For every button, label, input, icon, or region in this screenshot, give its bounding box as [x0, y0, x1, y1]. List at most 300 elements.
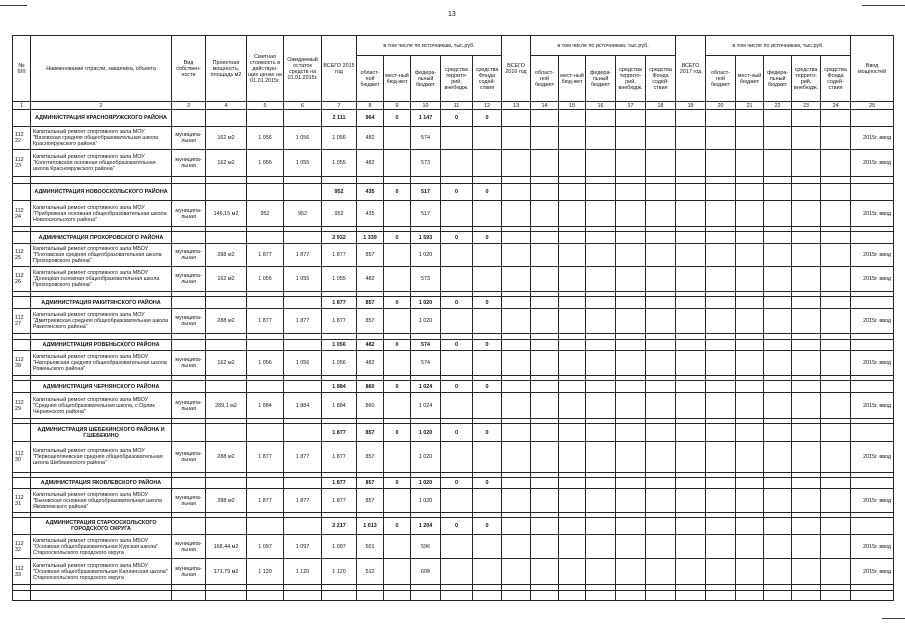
row-number-sub: 27: [15, 321, 21, 327]
empty-cell: [676, 267, 706, 292]
regional-budget-2015: 857: [357, 244, 384, 267]
empty-cell: [502, 150, 531, 177]
row-number: [13, 393, 31, 419]
section-regional-budget-2015: 857: [357, 424, 384, 442]
empty-cell: [764, 559, 792, 585]
object-row: [13, 267, 894, 292]
row-number-sub: 28: [15, 363, 21, 369]
empty-cell: [172, 518, 206, 535]
estimated-cost: 1 056: [247, 351, 284, 376]
section-total-2015: 1 877: [322, 297, 357, 309]
total-2015: 1 055: [322, 267, 357, 292]
empty-cell: [616, 489, 646, 513]
local-budget-2015: [384, 442, 411, 473]
empty-cell: [676, 177, 706, 184]
empty-cell: [764, 127, 792, 150]
object-row: [13, 201, 894, 227]
empty-cell: [586, 184, 616, 201]
empty-cell: [792, 184, 821, 201]
object-row: [13, 127, 894, 150]
section-total-2015: 1 056: [322, 340, 357, 351]
object-name: Капитальный ремонт спортивного зала МОУ "Дмитриевская средняя общеобразовательная школа Ракитянского района": [31, 309, 172, 334]
empty-cell: [646, 150, 676, 177]
empty-cell: [473, 442, 502, 473]
empty-cell: [531, 591, 559, 601]
empty-cell: [559, 232, 586, 244]
empty-cell: [502, 309, 531, 334]
row-number-main: 112: [15, 207, 24, 214]
column-number: 16: [586, 102, 616, 110]
empty-cell: [616, 424, 646, 442]
header-total-2016: ВСЕГО 2016 год: [502, 36, 531, 102]
empty-cell: [502, 232, 531, 244]
empty-cell: [706, 489, 736, 513]
empty-cell: [792, 309, 821, 334]
empty-cell: [821, 591, 851, 601]
commissioning: 2015г. ввод: [851, 150, 894, 177]
empty-cell: [676, 309, 706, 334]
empty-cell: [821, 297, 851, 309]
empty-cell: [172, 110, 206, 127]
empty-cell: [586, 297, 616, 309]
empty-cell: [247, 340, 284, 351]
empty-cell: [736, 518, 764, 535]
empty-cell: [792, 232, 821, 244]
empty-cell: [736, 559, 764, 585]
row-number: [13, 150, 31, 177]
empty-cell: [676, 201, 706, 227]
object-name: Капитальный ремонт спортивного зала МБОУ "Донецкая основная общеобразовательная школа Прохоровского района": [31, 267, 172, 292]
empty-cell: [736, 267, 764, 292]
empty-cell: [531, 177, 559, 184]
empty-cell: [13, 591, 31, 601]
object-name: Капитальный ремонт спортивного зала МБОУ "Быковская основная общеобразовательная школа Яковлевского района": [31, 489, 172, 513]
row-number-sub: 23: [15, 163, 21, 169]
empty-cell: [764, 489, 792, 513]
ownership-type: муниципа-льная: [172, 267, 206, 292]
empty-cell: [706, 478, 736, 489]
estimated-cost: 1 097: [247, 535, 284, 559]
column-number: 15: [559, 102, 586, 110]
empty-cell: [531, 309, 559, 334]
column-number: 8: [357, 102, 384, 110]
empty-cell: [821, 244, 851, 267]
section-title: АДМИНИСТРАЦИЯ НОВООСКОЛЬСКОГО РАЙОНА: [31, 184, 172, 201]
empty-cell: [676, 297, 706, 309]
empty-cell: [502, 244, 531, 267]
spacer-row: [13, 177, 894, 184]
empty-cell: [502, 110, 531, 127]
empty-cell: [676, 518, 706, 535]
section-territory-funds-2015: 0: [441, 424, 473, 442]
empty-cell: [13, 424, 31, 442]
regional-budget-2015: 482: [357, 351, 384, 376]
section-regional-budget-2015: 1 339: [357, 232, 384, 244]
object-name: Капитальный ремонт спортивного зала МБОУ "Основная общеобразовательная Каплинская школа" Старооскольского городского округа: [31, 559, 172, 585]
section-row: [13, 232, 894, 244]
empty-cell: [531, 381, 559, 393]
empty-cell: [821, 351, 851, 376]
section-title: АДМИНИСТРАЦИЯ ШЕБЕКИНСКОГО РАЙОНА И Г.ШЕБЕКИНО: [31, 424, 172, 442]
empty-cell: [676, 110, 706, 127]
empty-cell: [764, 591, 792, 601]
empty-cell: [821, 393, 851, 419]
empty-cell: [284, 478, 322, 489]
section-fund-assistance-2015: 0: [473, 478, 502, 489]
total-2015: 1 055: [322, 150, 357, 177]
empty-cell: [736, 340, 764, 351]
section-federal-budget-2015: 1 020: [411, 478, 441, 489]
empty-cell: [736, 535, 764, 559]
empty-cell: [646, 381, 676, 393]
empty-cell: [646, 267, 676, 292]
empty-cell: [706, 127, 736, 150]
empty-cell: [764, 340, 792, 351]
section-fund-assistance-2015: 0: [473, 340, 502, 351]
empty-cell: [247, 110, 284, 127]
object-row: [13, 309, 894, 334]
empty-cell: [247, 518, 284, 535]
empty-cell: [764, 478, 792, 489]
empty-cell: [531, 150, 559, 177]
empty-cell: [706, 424, 736, 442]
column-number: 9: [384, 102, 411, 110]
empty-cell: [646, 518, 676, 535]
section-regional-budget-2015: 482: [357, 340, 384, 351]
ownership-type: муниципа-льная: [172, 559, 206, 585]
empty-cell: [646, 184, 676, 201]
empty-cell: [706, 244, 736, 267]
empty-cell: [851, 591, 894, 601]
empty-cell: [559, 351, 586, 376]
empty-cell: [559, 518, 586, 535]
empty-cell: [792, 442, 821, 473]
empty-cell: [736, 424, 764, 442]
empty-cell: [559, 184, 586, 201]
column-number: 11: [441, 102, 473, 110]
section-regional-budget-2015: 964: [357, 110, 384, 127]
empty-cell: [646, 442, 676, 473]
regional-budget-2015: 482: [357, 150, 384, 177]
empty-cell: [676, 442, 706, 473]
design-capacity: 289,1 м2: [206, 393, 247, 419]
empty-cell: [792, 393, 821, 419]
empty-cell: [441, 267, 473, 292]
estimated-cost: 1 877: [247, 489, 284, 513]
empty-cell: [821, 150, 851, 177]
empty-cell: [792, 150, 821, 177]
empty-cell: [736, 351, 764, 376]
federal-budget-2015: 596: [411, 535, 441, 559]
ownership-type: муниципа-льная: [172, 244, 206, 267]
empty-cell: [502, 518, 531, 535]
empty-cell: [821, 340, 851, 351]
section-fund-assistance-2015: 0: [473, 381, 502, 393]
commissioning: 2015г. ввод: [851, 201, 894, 227]
empty-cell: [764, 244, 792, 267]
empty-cell: [531, 518, 559, 535]
section-local-budget-2015: 0: [384, 184, 411, 201]
empty-cell: [559, 244, 586, 267]
empty-cell: [559, 424, 586, 442]
total-2015: 1 056: [322, 127, 357, 150]
empty-cell: [764, 393, 792, 419]
empty-cell: [502, 177, 531, 184]
expected-remainder: 1 877: [284, 489, 322, 513]
scan-edge-line: [0, 5, 27, 6]
empty-cell: [586, 535, 616, 559]
empty-cell: [616, 535, 646, 559]
empty-cell: [13, 177, 31, 184]
column-number: 17: [616, 102, 646, 110]
empty-cell: [646, 591, 676, 601]
empty-cell: [411, 591, 441, 601]
empty-cell: [821, 478, 851, 489]
empty-cell: [736, 297, 764, 309]
empty-cell: [502, 297, 531, 309]
empty-cell: [616, 381, 646, 393]
column-number: 19: [676, 102, 706, 110]
empty-cell: [357, 591, 384, 601]
empty-cell: [531, 244, 559, 267]
row-number-sub: 26: [15, 279, 21, 285]
empty-cell: [502, 351, 531, 376]
commissioning: 2015г. ввод: [851, 127, 894, 150]
empty-cell: [706, 309, 736, 334]
commissioning: 2015г. ввод: [851, 309, 894, 334]
empty-cell: [531, 351, 559, 376]
design-capacity: 146,15 м2: [206, 201, 247, 227]
empty-cell: [441, 244, 473, 267]
empty-cell: [676, 393, 706, 419]
header-row-number: № п/п: [13, 36, 31, 102]
empty-cell: [473, 267, 502, 292]
section-row: [13, 478, 894, 489]
empty-cell: [646, 478, 676, 489]
local-budget-2015: [384, 127, 411, 150]
empty-cell: [559, 381, 586, 393]
total-2015: 1 877: [322, 489, 357, 513]
empty-cell: [646, 309, 676, 334]
empty-cell: [736, 244, 764, 267]
empty-cell: [13, 297, 31, 309]
regional-budget-2015: 512: [357, 559, 384, 585]
section-regional-budget-2015: 857: [357, 297, 384, 309]
header-sources-group-2016: в том числе по источникам, тыс.руб.: [531, 36, 676, 56]
header-total-2017: ВСЕГО 2017 год: [676, 36, 706, 102]
empty-cell: [586, 559, 616, 585]
empty-cell: [172, 297, 206, 309]
empty-cell: [559, 201, 586, 227]
empty-cell: [284, 184, 322, 201]
empty-cell: [586, 381, 616, 393]
design-capacity: 288 м2: [206, 309, 247, 334]
empty-cell: [616, 591, 646, 601]
column-number: 10: [411, 102, 441, 110]
empty-cell: [736, 381, 764, 393]
header-federal-budget-2016: федера-льный бюджет: [586, 56, 616, 102]
empty-cell: [441, 150, 473, 177]
row-number: [13, 559, 31, 585]
regional-budget-2015: 860: [357, 393, 384, 419]
empty-cell: [247, 177, 284, 184]
row-number: [13, 489, 31, 513]
commissioning: 2015г. ввод: [851, 351, 894, 376]
header-fund-assistance-2017: средства Фонда содей-ствия: [821, 56, 851, 102]
expected-remainder: 1 055: [284, 150, 322, 177]
scan-edge-line: [882, 618, 905, 619]
empty-cell: [473, 201, 502, 227]
empty-cell: [821, 201, 851, 227]
empty-cell: [616, 442, 646, 473]
empty-cell: [676, 535, 706, 559]
empty-cell: [676, 232, 706, 244]
empty-cell: [764, 442, 792, 473]
header-local-budget-2017: мест-ный бюджет: [736, 56, 764, 102]
column-number: 22: [764, 102, 792, 110]
commissioning: 2015г. ввод: [851, 442, 894, 473]
empty-cell: [792, 424, 821, 442]
total-2015: 1 877: [322, 309, 357, 334]
empty-cell: [792, 489, 821, 513]
empty-cell: [646, 177, 676, 184]
empty-cell: [206, 424, 247, 442]
section-title: АДМИНИСТРАЦИЯ ЧЕРНЯНСКОГО РАЙОНА: [31, 381, 172, 393]
empty-cell: [502, 184, 531, 201]
empty-cell: [586, 351, 616, 376]
header-territory-funds-2017: средства террито-рий, внебюдж.: [792, 56, 821, 102]
column-number: 3: [172, 102, 206, 110]
ownership-type: муниципа-льная: [172, 127, 206, 150]
section-fund-assistance-2015: 0: [473, 424, 502, 442]
empty-cell: [851, 478, 894, 489]
empty-cell: [411, 177, 441, 184]
empty-cell: [13, 340, 31, 351]
empty-cell: [736, 309, 764, 334]
row-number-main: 112: [15, 315, 24, 321]
expected-remainder: 1 877: [284, 244, 322, 267]
empty-cell: [646, 351, 676, 376]
section-federal-budget-2015: 574: [411, 340, 441, 351]
empty-cell: [559, 150, 586, 177]
expected-remainder: 1 877: [284, 309, 322, 334]
section-row: [13, 110, 894, 127]
regional-budget-2015: 857: [357, 442, 384, 473]
empty-cell: [706, 393, 736, 419]
column-number: 4: [206, 102, 247, 110]
empty-cell: [736, 478, 764, 489]
column-number: 2: [31, 102, 172, 110]
empty-cell: [706, 267, 736, 292]
total-2015: 1 884: [322, 393, 357, 419]
federal-budget-2015: 573: [411, 267, 441, 292]
federal-budget-2015: 1 020: [411, 442, 441, 473]
empty-cell: [473, 244, 502, 267]
empty-cell: [172, 340, 206, 351]
estimated-cost: 1 884: [247, 393, 284, 419]
row-number: [13, 267, 31, 292]
total-2015: 1 120: [322, 559, 357, 585]
empty-cell: [172, 232, 206, 244]
empty-cell: [676, 381, 706, 393]
section-territory-funds-2015: 0: [441, 110, 473, 127]
empty-cell: [247, 184, 284, 201]
empty-cell: [646, 559, 676, 585]
empty-cell: [736, 591, 764, 601]
empty-cell: [473, 309, 502, 334]
empty-cell: [821, 442, 851, 473]
empty-cell: [792, 518, 821, 535]
empty-cell: [706, 184, 736, 201]
empty-cell: [646, 340, 676, 351]
empty-cell: [441, 201, 473, 227]
object-row: [13, 150, 894, 177]
empty-cell: [586, 110, 616, 127]
section-fund-assistance-2015: 0: [473, 110, 502, 127]
empty-cell: [284, 232, 322, 244]
object-name: Капитальный ремонт спортивного зала МБОУ "Основная общеобразовательная Курская школа" Старооскольского городского округа: [31, 535, 172, 559]
ownership-type: муниципа-льная: [172, 442, 206, 473]
empty-cell: [322, 591, 357, 601]
empty-cell: [473, 535, 502, 559]
empty-cell: [284, 110, 322, 127]
empty-cell: [586, 267, 616, 292]
empty-cell: [792, 244, 821, 267]
column-number: 7: [322, 102, 357, 110]
regional-budget-2015: 482: [357, 127, 384, 150]
federal-budget-2015: 1 020: [411, 244, 441, 267]
federal-budget-2015: 1 020: [411, 489, 441, 513]
empty-cell: [706, 297, 736, 309]
federal-budget-2015: 574: [411, 351, 441, 376]
empty-cell: [821, 177, 851, 184]
section-federal-budget-2015: 517: [411, 184, 441, 201]
empty-cell: [586, 127, 616, 150]
header-capacity: Проектная мощность, площадь м2: [206, 36, 247, 102]
empty-cell: [502, 489, 531, 513]
empty-cell: [646, 424, 676, 442]
empty-cell: [531, 340, 559, 351]
empty-cell: [616, 184, 646, 201]
empty-cell: [736, 110, 764, 127]
empty-cell: [616, 201, 646, 227]
empty-cell: [706, 442, 736, 473]
empty-cell: [821, 424, 851, 442]
commissioning: 2015г. ввод: [851, 489, 894, 513]
empty-cell: [676, 184, 706, 201]
header-federal-budget-2017: федера-льный бюджет: [764, 56, 792, 102]
empty-cell: [559, 340, 586, 351]
empty-cell: [559, 489, 586, 513]
empty-cell: [616, 309, 646, 334]
empty-cell: [616, 559, 646, 585]
empty-cell: [13, 518, 31, 535]
empty-cell: [586, 489, 616, 513]
row-number-main: 112: [15, 540, 24, 547]
empty-row: [13, 591, 894, 601]
empty-cell: [586, 518, 616, 535]
empty-cell: [13, 110, 31, 127]
row-number-main: 112: [15, 451, 24, 457]
empty-cell: [764, 518, 792, 535]
empty-cell: [531, 535, 559, 559]
empty-cell: [441, 127, 473, 150]
empty-cell: [764, 535, 792, 559]
header-regional-budget-2015: област-ной бюджет: [357, 56, 384, 102]
empty-cell: [851, 177, 894, 184]
section-regional-budget-2015: 860: [357, 381, 384, 393]
section-territory-funds-2015: 0: [441, 297, 473, 309]
